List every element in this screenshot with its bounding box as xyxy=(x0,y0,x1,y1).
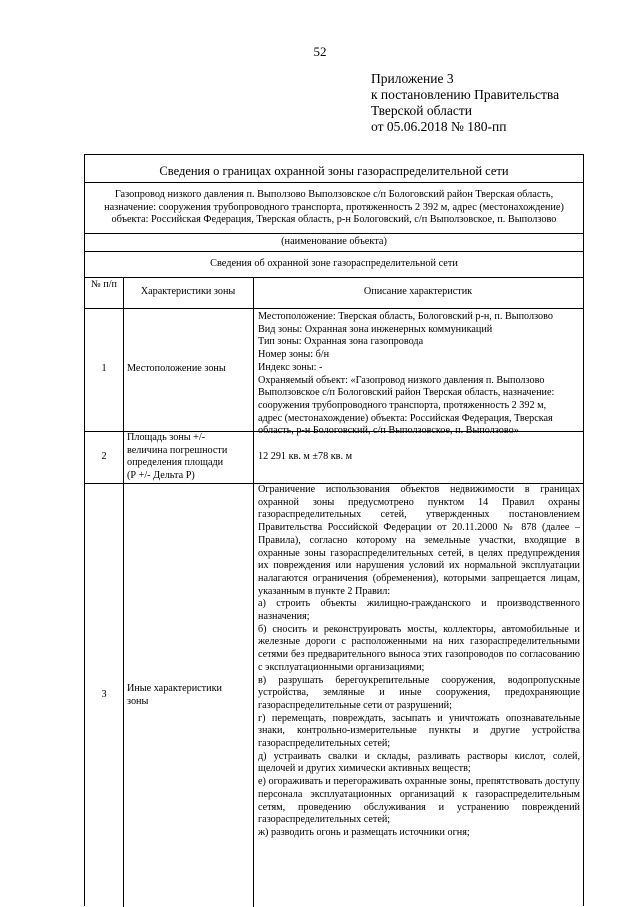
area-value: 12 291 кв. м ±78 кв. м xyxy=(258,451,353,463)
restriction-item: г) перемещать, повреждать, засыпать и уничтожать опознавательные знаки, контрольно-измерительные пункты и другие устройства газораспределительных сетей; xyxy=(258,712,580,750)
detail-line: Тип зоны: Охранная зона газопровода xyxy=(258,336,424,348)
row-num: 3 xyxy=(101,689,107,701)
divider xyxy=(85,251,583,252)
table-title: Сведения о границах охранной зоны газораспределительной сети xyxy=(159,164,509,178)
detail-line: Охраняемый объект: «Газопровод низкого давления п. Выползово xyxy=(258,374,545,386)
detail-line: Местоположение: Тверская область, Бологовский р-н, п. Выползово xyxy=(258,311,553,322)
row-name-line: зоны xyxy=(127,695,149,707)
restriction-item: ж) разводить огонь и размещать источники огня; xyxy=(258,826,470,838)
row-name: Местоположение зоны xyxy=(127,363,226,375)
object-line: объекта: Российская Федерация, Тверская область, р-н Бологовский, с/п Выползовское, п. Выползово xyxy=(111,214,557,225)
table-subtitle: Сведения об охранной зоне газораспределительной сети xyxy=(210,258,458,269)
divider xyxy=(85,277,583,278)
col-header-desc: Описание характеристик xyxy=(363,286,473,298)
column-divider xyxy=(123,277,124,907)
divider xyxy=(85,233,583,234)
page-number: 52 xyxy=(313,44,327,59)
restriction-item: а) строить объекты жилищно-гражданского и производственного назначения; xyxy=(258,598,580,623)
detail-line: Вид зоны: Охранная зона инженерных коммуникаций xyxy=(258,323,493,335)
row-name-line: Иные характеристики xyxy=(127,682,222,694)
detail-line: Номер зоны: б/н xyxy=(258,349,330,361)
column-divider xyxy=(253,277,254,907)
col-header-num-label: № п/п xyxy=(90,279,117,290)
detail-line: Выползовское с/п Бологовский район Тверская область, назначение: xyxy=(258,387,555,399)
restrictions-text xyxy=(258,484,580,907)
object-caption: (наименование объекта) xyxy=(281,236,387,247)
object-line: назначение: сооружения трубопроводного транспорта, протяженность 2 392 м, адрес (местонахождение) xyxy=(104,201,564,213)
row-name-line: величина погрешности xyxy=(127,444,228,456)
object-line: Газопровод низкого давления п. Выползово Выползовское с/п Бологовский район Тверская область, xyxy=(114,189,554,200)
detail-line: Индекс зоны: - xyxy=(258,361,323,373)
appendix-header xyxy=(371,71,559,135)
detail-line: область, р-н Бологовский, с/п Выползовское, п. Выползово» xyxy=(258,425,519,437)
restriction-item: в) разрушать берегоукрепительные сооружения, водопропускные устройства, земляные и иные сооружения, предохраняющие газораспределительные сети от разрушений; xyxy=(258,674,580,711)
appendix-line: Тверской области xyxy=(371,103,472,118)
location-details xyxy=(258,311,580,438)
detail-line: адрес (местонахождение) объекта: Российская Федерация, Тверская xyxy=(258,412,553,424)
row-name-line: определения площади xyxy=(127,457,224,469)
restriction-item: е) огораживать и перегораживать охранные зоны, препятствовать доступу персонала эксплуатационных организаций к газораспределительным сетям, проведению обслуживания и устранению повреждений газораспределительных сетей; xyxy=(258,776,580,826)
row-num: 2 xyxy=(101,451,107,463)
appendix-line: от 05.06.2018 № 180-пп xyxy=(371,119,507,134)
row-name xyxy=(127,432,251,483)
row-name-line: (Р +/- Дельта Р) xyxy=(127,470,195,482)
col-header-char: Характеристики зоны xyxy=(140,286,236,298)
row-name-line: Площадь зоны +/- xyxy=(127,432,206,443)
divider xyxy=(85,182,583,183)
zone-table xyxy=(84,154,584,906)
detail-line: сооружения трубопроводного транспорта, протяженность 2 392 м, xyxy=(258,399,547,411)
restrictions-intro: Ограничение использования объектов недвижимости в границах охранной зоны предусмотрено пунктом 14 Правил охраны газораспределительных сетей, утвержденных постановлением Правительства Российской Федерации от 20.11.2000 № 878 (далее – Правила), согласно которому на земельные участки, входящие в охранные зоны газораспределительных сетей, в целях предупреждения их повреждения или нарушения условий их нормальной эксплуатации налагаются ограничения (обременения), которыми запрещается лицам, указанным в пункте 2 Правил: xyxy=(258,484,580,597)
restriction-item: б) сносить и реконструировать мосты, коллекторы, автомобильные и железные дороги с расположенными на них газораспределительными сетями без предварительного выноса этих газопроводов по согласованию с эксплуатационными организациями; xyxy=(258,623,580,673)
col-header-num xyxy=(85,279,123,292)
object-description xyxy=(85,189,583,227)
restriction-item: д) устраивать свалки и склады, разливать растворы кислот, солей, щелочей и других химически активных веществ; xyxy=(258,750,580,775)
appendix-line: к постановлению Правительства xyxy=(371,87,560,102)
row-num: 1 xyxy=(101,363,107,375)
appendix-line: Приложение 3 xyxy=(371,71,454,86)
row-name xyxy=(127,484,251,907)
